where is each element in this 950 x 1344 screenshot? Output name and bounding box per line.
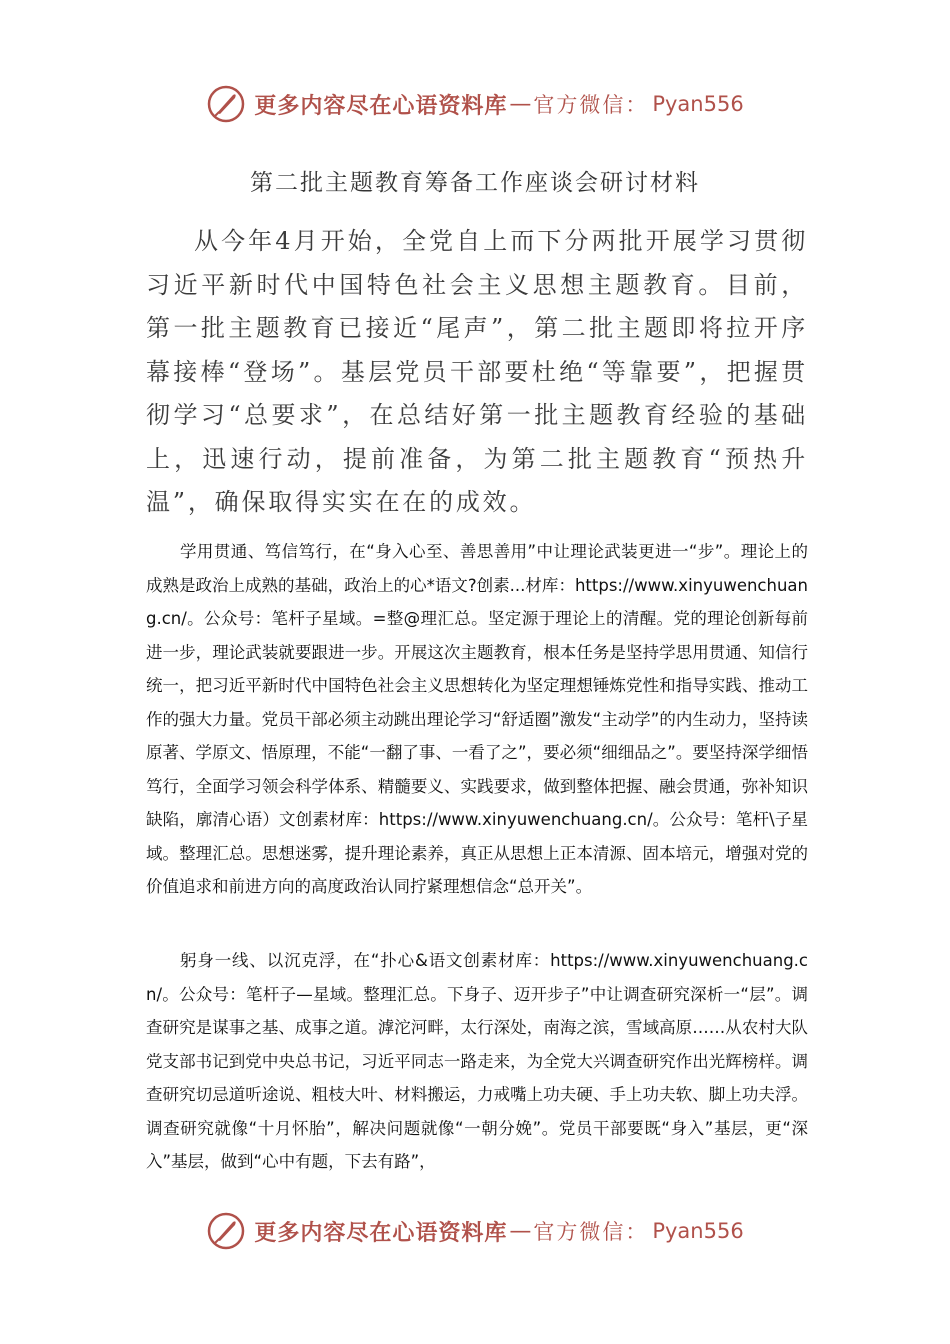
banner-dash: — <box>509 91 532 117</box>
lead-paragraph: 从今年4月开始，全党自上而下分两批开展学习贯彻习近平新时代中国特色社会主义思想主题教育。目前，第一批主题教育已接近“尾声”，第二批主题即将拉开序幕接棒“登场”。基层党员干部要杜绝“等靠要”，把握贯彻学习“总要求”，在总结好第一批主题教育经验的基础上，迅速行动，提前准备，为第二批主题教育“预热升温”，确保取得实实在在的成效。 <box>146 227 808 516</box>
banner-wechat-label: 官方微信： <box>533 1220 649 1244</box>
header-watermark-banner <box>0 80 950 128</box>
banner-wechat-label: 官方微信： <box>533 93 649 117</box>
quill-logo-icon <box>206 84 246 124</box>
banner-wechat-id: Pyan556 <box>652 92 744 116</box>
document-title: 第二批主题教育筹备工作座谈会研讨材料 <box>250 170 700 196</box>
banner-brand: 更多内容尽在心语资料库 <box>254 92 508 119</box>
body-paragraph-2: 躬身一线、以沉克浮，在“扑心&语文创素材库：https://www.xinyuwenchuang.cn/。公众号：笔杆子—星域。整理汇总。下身子、迈开步子”中让调查研究深析一“层”。调查研究是谋事之基、成事之道。滹沱河畔，太行深处，南海之滨，雪域高原……从农村大队党支部书记到党中央总书记，习近平同志一路走来，为全党大兴调查研究作出光辉榜样。调查研究切忌道听途说、粗枝大叶、材料搬运，力戒嘴上功夫硬、手上功夫软、脚上功夫浮。调查研究就像“十月怀胎”，解决问题就像“一朝分娩”。党员干部要既“身入”基层，更“深入”基层，做到“心中有题，下去有路”， <box>146 951 808 1171</box>
quill-logo-icon <box>206 1211 246 1251</box>
footer-watermark-banner <box>0 1207 950 1255</box>
banner-brand: 更多内容尽在心语资料库 <box>254 1219 508 1246</box>
banner-dash: — <box>509 1218 532 1244</box>
banner-wechat-id: Pyan556 <box>652 1219 744 1243</box>
body-paragraph-1: 学用贯通、笃信笃行，在“身入心至、善思善用”中让理论武装更进一“步”。理论上的成熟是政治上成熟的基础，政治上的心*语文?创素...材库：https://www.xinyuwenchuang.cn/。公众号：笔杆子星域。=整@理汇总。坚定源于理论上的清醒。党的理论创新每前进一步，理论武装就要跟进一步。开展这次主题教育，根本任务是坚持学思用贯通、知信行统一，把习近平新时代中国特色社会主义思想转化为坚定理想锤炼党性和指导实践、推动工作的强大力量。党员干部必须主动跳出理论学习“舒适圈”激发“主动学”的内生动力，坚持读原著、学原文、悟原理，不能“一翻了事、一看了之”，要必须“细细品之”。要坚持深学细悟笃行，全面学习领会科学体系、精髓要义、实践要求，做到整体把握、融会贯通，弥补知识缺陷，廓清心语）文创素材库：https://www.xinyuwenchuang.cn/。公众号：笔杆\子星域。整理汇总。思想迷雾，提升理论素养，真正从思想上正本清源、固本培元，增强对党的价值追求和前进方向的高度政治认同拧紧理想信念“总开关”。 <box>146 542 808 896</box>
